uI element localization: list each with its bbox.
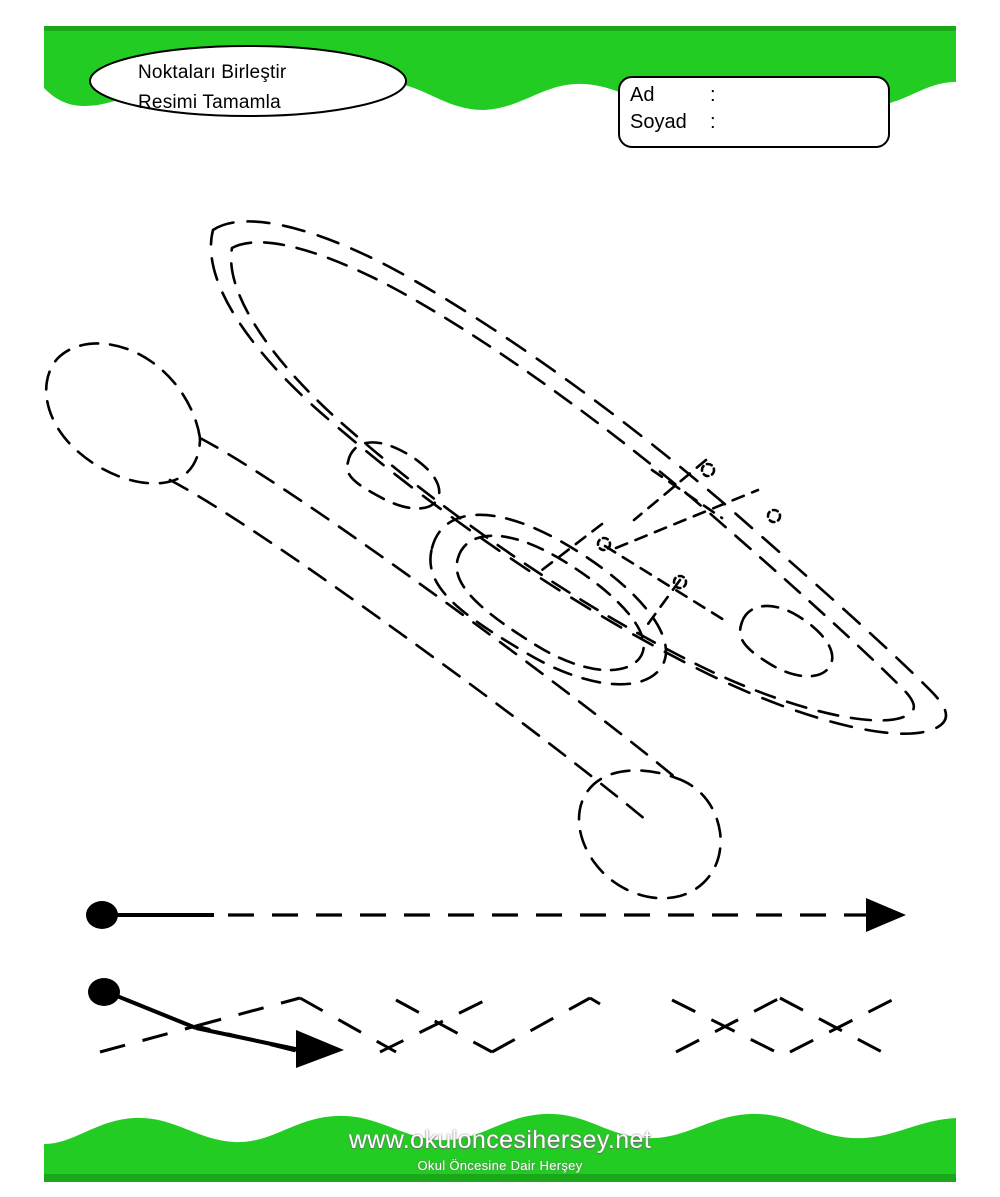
tracing-practice-rows (0, 880, 1000, 1080)
last-name-separator: : (710, 111, 716, 133)
title-line-2: Resimi Tamamla (138, 92, 281, 113)
first-name-label: Ad (630, 84, 655, 106)
footer-green-band (44, 1104, 956, 1182)
dotted-kayak-figure (0, 150, 1000, 910)
first-name-row[interactable] (630, 84, 716, 107)
title-bubble (88, 44, 408, 118)
first-name-separator: : (710, 84, 716, 106)
worksheet-title (138, 58, 388, 118)
title-line-1: Noktaları Birleştir (138, 62, 287, 83)
site-url: www.okuloncesihersey.net (348, 1126, 652, 1154)
last-name-label: Soyad (630, 111, 687, 133)
site-tagline: Okul Öncesine Dair Herşey (417, 1158, 583, 1173)
last-name-row[interactable] (630, 111, 716, 134)
name-fields-box (618, 76, 890, 148)
